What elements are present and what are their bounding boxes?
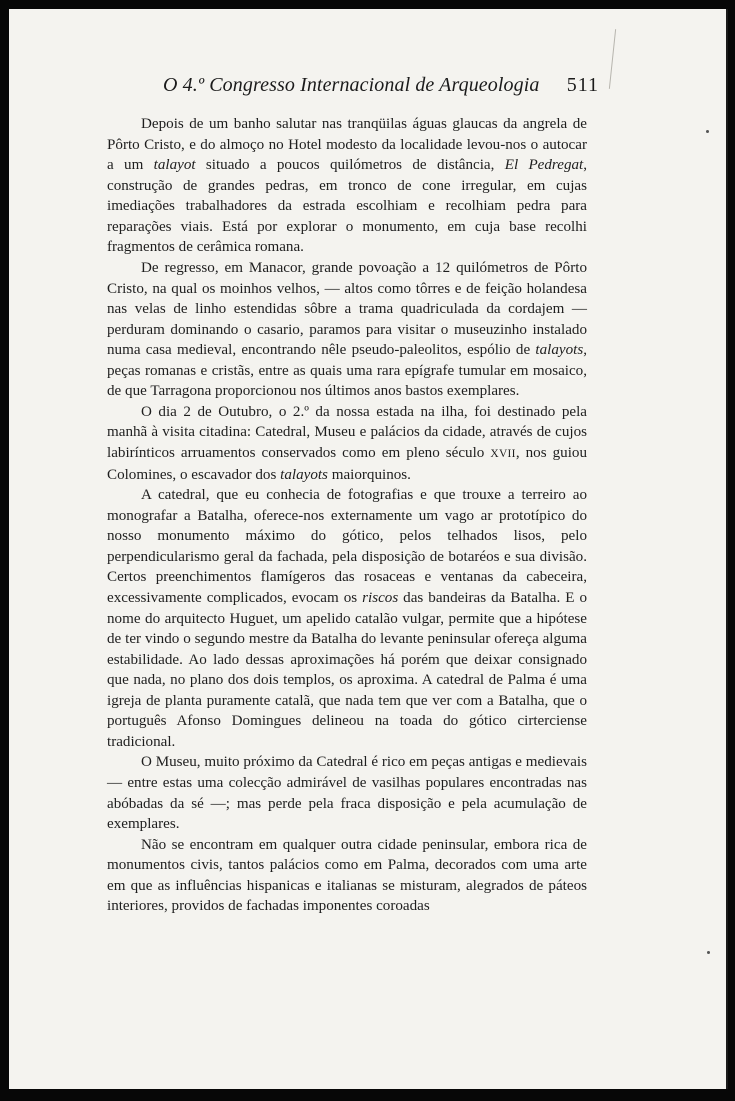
body-text [107,114,587,917]
century-numeral: XVII [490,448,516,460]
page-number: 511 [566,74,599,96]
italic-term: talayot [153,157,196,174]
italic-term: talayots [280,466,328,483]
paragraph-1: Depois de um banho salutar nas tranqüilas águas glaucas da angrela de Pôrto Cristo, e do almoço no Hotel modesto da localidade levou-nos o autocar a um talayot situado a poucos quilómetros de distância, El Pedregat, construção de grandes pedras, em tronco de cone irregular, em cujas imediações trabalhadores da estrada escolhiam e recolhiam pedra para reparações viais. Está por explorar o monumento, em cuja base recolhi fragmentos de cerâmica romana. [107,116,588,256]
running-header [163,66,599,106]
italic-term: riscos [362,589,399,606]
paragraph-6: Não se encontram em qualquer outra cidade peninsular, embora rica de monumentos civis, tantos palácios como em Palma, decorados com uma arte em que as influências hispanicas e italianas se misturam, alegrados de páteos interiores, providos de fachadas imponentes coroadas [107,836,587,915]
paragraph-3: O dia 2 de Outubro, o 2.º da nossa estada na ilha, foi destinado pela manhã à visita citadina: Catedral, Museu e palácios da cidade, através de cujos labirínticos arruamentos conservados como em pleno século XVII, nos guiou Colomines, o escavador dos talayots maiorquinos. [107,403,587,483]
paper-speck [707,951,710,954]
italic-term: talayots [535,342,584,359]
paper-speck [706,130,709,133]
paragraph-2: De regresso, em Manacor, grande povoação a 12 quilómetros de Pôrto Cristo, na qual os moinhos velhos, — altos como tôrres e de feição holandesa nas velas de linho estendidas sôbre a trama quadriculada da cordajem — perduram dominando o casario, paramos para visitar o museuzinho instalado numa casa medieval, encontrando nêle pseudo-paleolitos, espólio de talayots, peças romanas e cristãs, entre as quais uma rara epígrafe tumular em mosaico, de que Tarragona proporcionou nos últimos anos bastos exemplares. [107,259,587,400]
italic-term: El Pedregat [504,157,584,174]
running-title: O 4.º Congresso Internacional de Arqueologia [163,74,540,96]
paragraph-4: A catedral, que eu conhecia de fotografias e que trouxe a terreiro ao monografar a Batalha, oferece-nos externamente um vago ar prototípico do nosso monumento máximo do gótico, pelos telhados lisos, pelo perpendicularismo geral da fachada, pela disposição de botaréos e sua divisão. Certos preenchimentos flamígeros das rosaceas e ventanas da cabeceira, excessivamente complicados, evocam os riscos das bandeiras da Batalha. E o nome do arquitecto Huguet, um apelido catalão vulgar, permite que a hipótese de ter vindo o segundo mestre da Batalha do levante peninsular ofereça alguma estabilidade. Ao lado dessas aproximações há porém que deixar consignado que nada, no plano dos dois templos, os aproxima. A catedral de Palma é uma igreja de planta puramente catalã, que nada tem que ver com a Batalha, que o português Afonso Domingues delineou na toada do gótico cirterciense tradicional. [107,487,588,750]
paper-crease [609,29,616,89]
paragraph-5: O Museu, muito próximo da Catedral é rico em peças antigas e medievais — entre estas uma colecção admirável de vasilhas populares encontradas nas abóbadas da sé —; mas perde pela fraca disposição e pela acumulação de exemplares. [107,754,587,833]
